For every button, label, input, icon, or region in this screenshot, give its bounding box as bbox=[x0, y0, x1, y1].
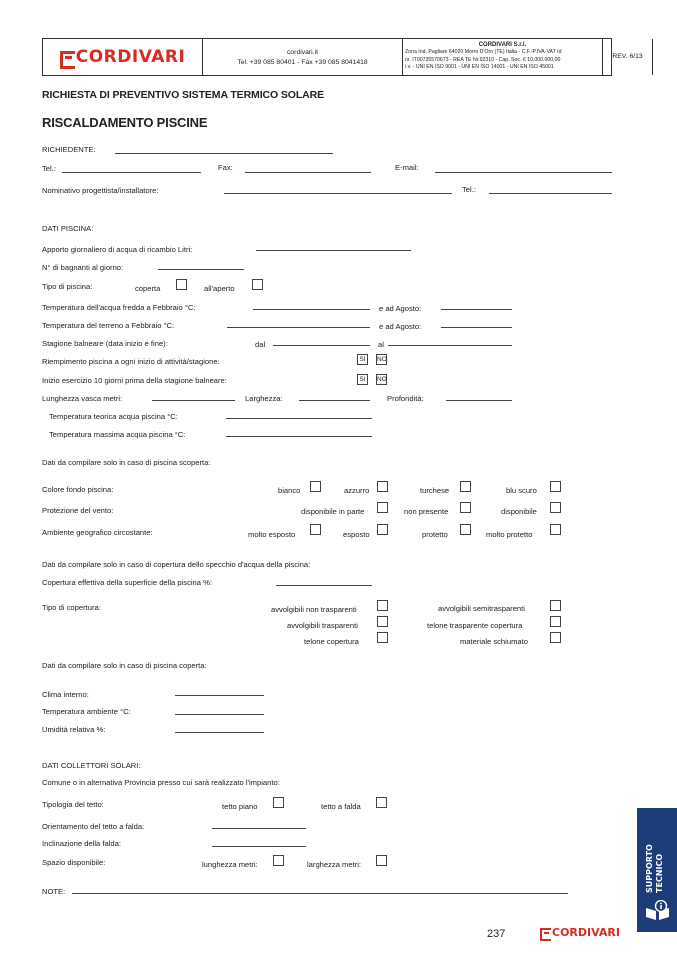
turchese-checkbox[interactable] bbox=[460, 481, 471, 492]
inclinazione-field[interactable] bbox=[212, 846, 306, 847]
tetto-piano-checkbox[interactable] bbox=[273, 797, 284, 808]
telone-copertura-checkbox[interactable] bbox=[377, 632, 388, 643]
fax-label: Fax: bbox=[218, 163, 233, 172]
umidita-field[interactable] bbox=[175, 732, 264, 733]
revision: REV. 6/13 bbox=[603, 39, 653, 75]
larghezza-label: Larghezza: bbox=[245, 394, 283, 403]
logo-cell bbox=[43, 39, 203, 75]
logo-text: CORDIVARI bbox=[75, 47, 186, 67]
clima-field[interactable] bbox=[175, 695, 264, 696]
temp-acqua-agosto-field[interactable] bbox=[441, 309, 512, 310]
side-tab-line: SUPPORTO bbox=[645, 844, 654, 893]
company-cell bbox=[403, 39, 603, 75]
company-line: Zona Ind. Pagliare 64020 Morro D'Oro (TE) Italia - C.F.-P.IVA-VAT Id bbox=[405, 49, 562, 56]
note-label: NOTE: bbox=[42, 887, 66, 896]
dal-field[interactable] bbox=[273, 345, 370, 346]
phone-fax: Tel. +39 085 80401 - Fax +39 085 8041418 bbox=[237, 59, 368, 66]
inclinazione-label: Inclinazione della falda: bbox=[42, 839, 121, 848]
website: cordivari.it bbox=[287, 49, 318, 56]
riempimento-si[interactable]: SI bbox=[357, 354, 368, 365]
al-label: al bbox=[378, 340, 384, 349]
tel2-field[interactable] bbox=[489, 193, 612, 194]
coperta-heading: Dati da compilare solo in caso di piscina coperta: bbox=[42, 661, 207, 670]
colore-option: azzurro bbox=[344, 486, 370, 495]
bagnanti-label: N° di bagnanti al giorno: bbox=[42, 263, 124, 272]
lunghezza-metri-box[interactable] bbox=[273, 855, 284, 866]
clima-label: Clima interno: bbox=[42, 690, 89, 699]
profondita-field[interactable] bbox=[446, 400, 512, 401]
tipologia-tetto-label: Tipologia del tetto: bbox=[42, 800, 104, 809]
temp-terreno-agosto-field[interactable] bbox=[441, 327, 512, 328]
riempimento-no[interactable]: NO bbox=[377, 356, 387, 363]
tel-label: Tel.: bbox=[42, 164, 56, 173]
temp-teorica-field[interactable] bbox=[226, 418, 372, 419]
riempimento-label: Riempimento piscina a ogni inizio di attività/stagione: bbox=[42, 357, 220, 366]
copertura-option: telone copertura bbox=[304, 637, 359, 646]
temp-massima-label: Temperatura massima acqua piscina °C: bbox=[49, 430, 186, 439]
molto-esposto-checkbox[interactable] bbox=[310, 524, 321, 535]
tel2-label: Tel.: bbox=[462, 185, 476, 194]
footer-logo-text: CORDIVARI bbox=[552, 926, 620, 939]
copertura-effettiva-field[interactable] bbox=[276, 585, 372, 586]
al-field[interactable] bbox=[388, 345, 512, 346]
temp-acqua-field[interactable] bbox=[253, 309, 370, 310]
temp-ambiente-field[interactable] bbox=[175, 714, 264, 715]
lunghezza-metri-label: lunghezza metri: bbox=[202, 860, 258, 869]
copertura-heading: Dati da compilare solo in caso di copertura dello specchio d'acqua della piscina: bbox=[42, 560, 311, 569]
telone-trasparente-checkbox[interactable] bbox=[550, 616, 561, 627]
temp-terreno-label: Temperatura del terreno a Febbraio °C: bbox=[42, 321, 175, 330]
aperto-label: all'aperto bbox=[204, 284, 235, 293]
temp-terreno-field[interactable] bbox=[227, 327, 370, 328]
tetto-falda-checkbox[interactable] bbox=[376, 797, 387, 808]
protezione-option: disponibile in parte bbox=[301, 507, 365, 516]
coperta-checkbox[interactable] bbox=[176, 279, 187, 290]
tetto-falda-label: tetto a falda bbox=[321, 802, 361, 811]
nominativo-field[interactable] bbox=[224, 193, 452, 194]
cordivari-logo-mark-icon bbox=[540, 928, 549, 937]
document-subtitle: RISCALDAMENTO PISCINE bbox=[42, 115, 208, 130]
inizio-si[interactable]: SI bbox=[357, 374, 368, 385]
non-presente-checkbox[interactable] bbox=[460, 502, 471, 513]
coperta-label: coperta bbox=[135, 284, 161, 293]
molto-protetto-checkbox[interactable] bbox=[550, 524, 561, 535]
agosto-label: e ad Agosto: bbox=[379, 304, 422, 313]
protezione-option: disponibile bbox=[501, 507, 537, 516]
ambiente-option: molto esposto bbox=[248, 530, 296, 539]
lunghezza-field[interactable] bbox=[152, 400, 235, 401]
email-label: E-mail: bbox=[395, 163, 419, 172]
protetto-checkbox[interactable] bbox=[460, 524, 471, 535]
page-number: 237 bbox=[487, 928, 506, 940]
bianco-checkbox[interactable] bbox=[310, 481, 321, 492]
collettori-heading: DATI COLLETTORI SOLARI: bbox=[42, 761, 141, 770]
agosto-label: e ad Agosto: bbox=[379, 322, 422, 331]
temp-acqua-label: Temperatura dell'acqua fredda a Febbraio °C: bbox=[42, 303, 196, 312]
temp-massima-field[interactable] bbox=[226, 436, 372, 437]
document-title: RICHIESTA DI PREVENTIVO SISTEMA TERMICO SOLARE bbox=[42, 89, 325, 101]
colore-label: Colore fondo piscina: bbox=[42, 485, 114, 494]
temp-ambiente-label: Temperatura ambiente °C: bbox=[42, 707, 131, 716]
contact-cell bbox=[203, 39, 403, 75]
orientamento-field[interactable] bbox=[212, 828, 306, 829]
colore-option: blu scuro bbox=[506, 486, 537, 495]
spazio-label: Spazio disponibile: bbox=[42, 858, 106, 867]
dati-piscina-heading: DATI PISCINA: bbox=[42, 224, 94, 233]
protezione-option: non presente bbox=[404, 507, 449, 516]
side-tab-label bbox=[645, 844, 665, 893]
colore-option: turchese bbox=[420, 486, 450, 495]
umidita-label: Umidità relativa %: bbox=[42, 725, 106, 734]
ambiente-option: molto protetto bbox=[486, 530, 533, 539]
company-line: i.v. - UNI EN ISO 9001 - UNI EN ISO 14001 - UNI EN ISO 45001 bbox=[405, 63, 554, 70]
footer-logo bbox=[540, 926, 620, 939]
tel-field[interactable] bbox=[62, 172, 201, 173]
temp-teorica-label: Temperatura teorica acqua piscina °C: bbox=[49, 412, 178, 421]
fax-field[interactable] bbox=[245, 172, 371, 173]
tipo-copertura-label: Tipo di copertura: bbox=[42, 603, 101, 612]
apporto-label: Apporto giornaliero di acqua di ricambio Litri: bbox=[42, 245, 193, 254]
copertura-option: materiale schiumato bbox=[460, 637, 528, 646]
copertura-effettiva-label: Copertura effettiva della superficie della piscina %: bbox=[42, 578, 212, 587]
larghezza-metri-label: larghezza metri: bbox=[307, 860, 362, 869]
orientamento-label: Orientamento del tetto a falda: bbox=[42, 822, 145, 831]
azzurro-checkbox[interactable] bbox=[377, 481, 388, 492]
side-tab-line: TECNICO bbox=[655, 853, 664, 893]
ambiente-option: esposto bbox=[343, 530, 370, 539]
avvolgibili-trasparenti-checkbox[interactable] bbox=[377, 616, 388, 627]
avvolgibili-semitrasparenti-checkbox[interactable] bbox=[550, 600, 561, 611]
cordivari-logo-mark-icon bbox=[60, 51, 72, 63]
inizio-no[interactable]: NO bbox=[377, 376, 387, 383]
larghezza-metri-box[interactable] bbox=[376, 855, 387, 866]
larghezza-field[interactable] bbox=[299, 400, 370, 401]
disponibile-in-parte-checkbox[interactable] bbox=[377, 502, 388, 513]
esposto-checkbox[interactable] bbox=[377, 524, 388, 535]
nominativo-label: Nominativo progettista/installatore: bbox=[42, 186, 159, 195]
aperto-checkbox[interactable] bbox=[252, 279, 263, 290]
disponibile-checkbox[interactable] bbox=[550, 502, 561, 513]
dal-label: dal bbox=[255, 340, 266, 349]
company-line: nr. IT00735570673 - REA TE Nr.92310 - Cap. Soc. € 10.000.000,00 bbox=[405, 56, 561, 63]
copertura-option: avvolgibili semitrasparenti bbox=[438, 604, 525, 613]
inizio-label: Inizio esercizio 10 giorni prima della stagione balneare: bbox=[42, 376, 227, 385]
tetto-piano-label: tetto piano bbox=[222, 802, 258, 811]
apporto-field[interactable] bbox=[256, 250, 411, 251]
blu-scuro-checkbox[interactable] bbox=[550, 481, 561, 492]
copertura-option: telone trasparente copertura bbox=[427, 621, 523, 630]
protezione-label: Protezione del vento: bbox=[42, 506, 114, 515]
scoperta-heading: Dati da compilare solo in caso di piscina scoperta: bbox=[42, 458, 211, 467]
tipo-piscina-label: Tipo di piscina: bbox=[42, 282, 93, 291]
stagione-label: Stagione balneare (data inizio e fine): bbox=[42, 339, 168, 348]
richiedente-label: RICHIEDENTE: bbox=[42, 145, 96, 154]
comune-label: Comune o in alternativa Provincia presso cui sarà realizzato l'impianto: bbox=[42, 778, 280, 787]
profondita-label: Profondità: bbox=[387, 394, 424, 403]
cordivari-logo bbox=[60, 47, 186, 67]
avvolgibili-non-trasparenti-checkbox[interactable] bbox=[377, 600, 388, 611]
bagnanti-field[interactable] bbox=[158, 269, 244, 270]
company-name: CORDIVARI S.r.l. bbox=[478, 42, 527, 48]
copertura-option: avvolgibili trasparenti bbox=[287, 621, 358, 630]
copertura-option: avvolgibili non trasparenti bbox=[271, 605, 357, 614]
note-field[interactable] bbox=[72, 893, 568, 894]
ambiente-label: Ambiente geografico circostante: bbox=[42, 528, 153, 537]
email-field[interactable] bbox=[435, 172, 612, 173]
lunghezza-label: Lunghezza vasca metri: bbox=[42, 394, 123, 403]
colore-option: bianco bbox=[278, 486, 301, 495]
richiedente-field[interactable] bbox=[115, 153, 333, 154]
header-table bbox=[42, 38, 643, 76]
materiale-schiumato-checkbox[interactable] bbox=[550, 632, 561, 643]
ambiente-option: protetto bbox=[422, 530, 448, 539]
book-info-icon bbox=[645, 900, 670, 922]
